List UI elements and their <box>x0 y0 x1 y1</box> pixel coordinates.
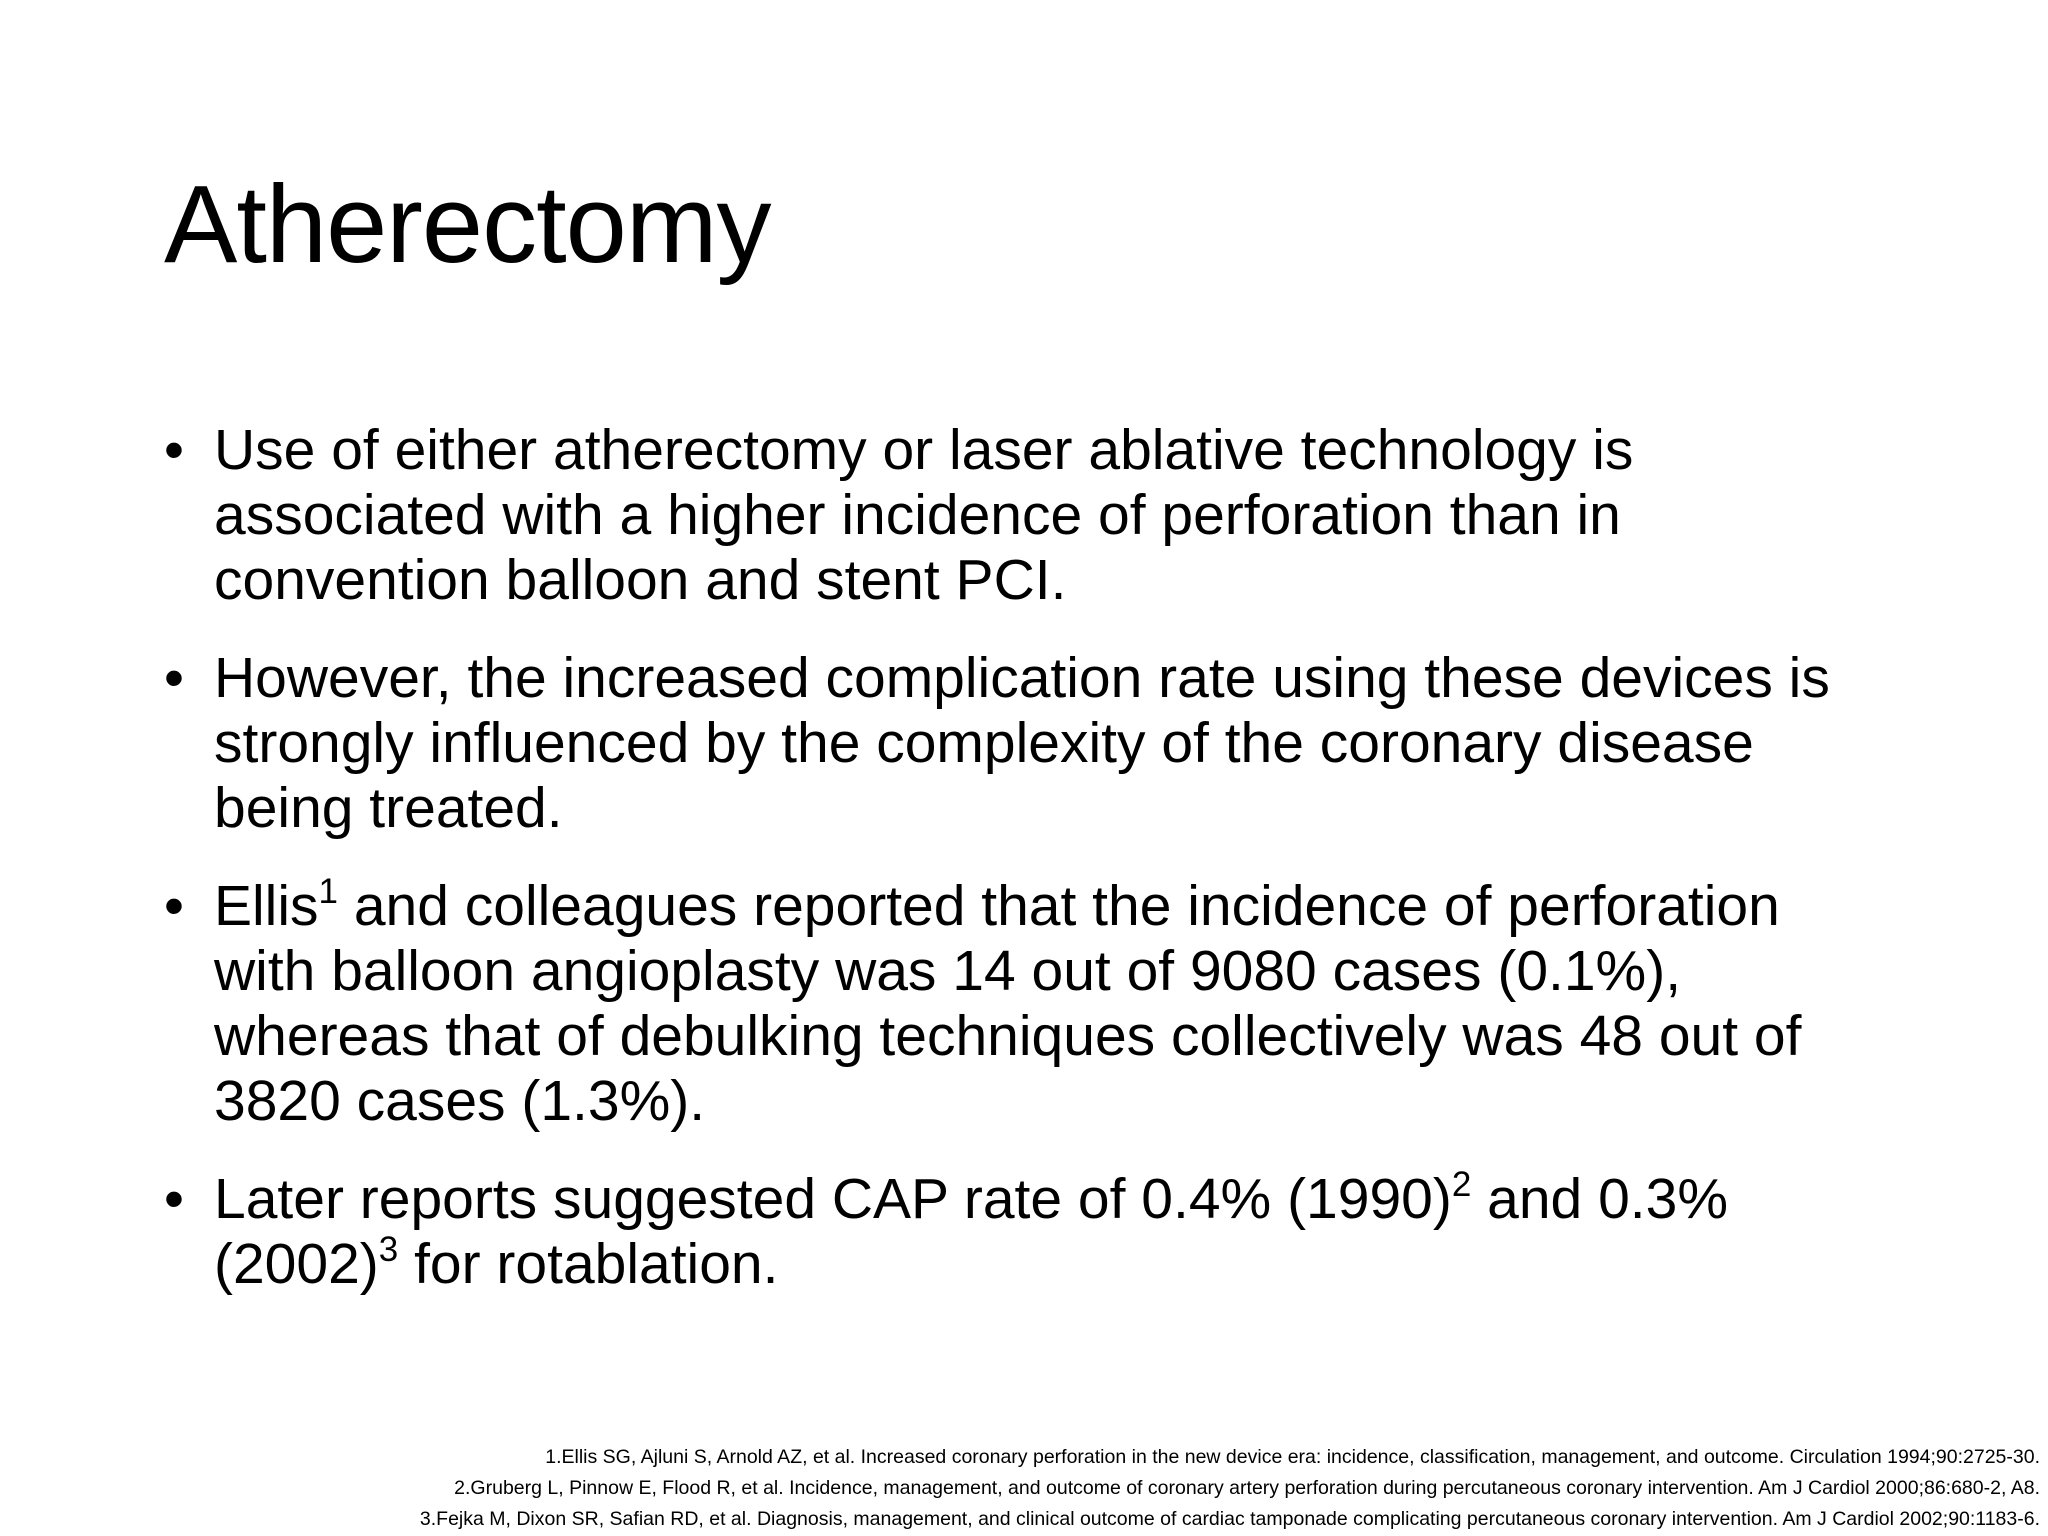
bullet-marker: • <box>164 418 184 482</box>
bullet-text: Use of either atherectomy or laser ablative technology is associated with a higher incidence of perforation than in convention balloon and stent PCI. <box>214 418 1634 612</box>
reference-line: 3.Fejka M, Dixon SR, Safian RD, et al. Diagnosis, management, and clinical outcome of cardiac tamponade complicating percutaneous coronary intervention. Am J Cardiol 2002;90:1183-6. <box>419 1508 2040 1530</box>
bullet-text-part: and 0.3% (2002) <box>214 1167 1729 1296</box>
bullet-text-part: and colleagues reported that the incidence of perforation with balloon angioplasty was 14 out of 9080 cases (0.1%), whereas that of debulking techniques collectively was 48 out of 3820 cases (1.3%). <box>214 874 1802 1133</box>
bullet-item <box>164 874 1884 1134</box>
references <box>420 1442 2040 1535</box>
slide-title: Atherectomy <box>164 163 771 286</box>
reference-superscript: 2 <box>1451 1165 1472 1204</box>
bullet-text-part: Later reports suggested CAP rate of 0.4% (1990) <box>214 1167 1452 1231</box>
bullet-text-part: for rotablation. <box>398 1232 779 1296</box>
bullet-marker: • <box>164 874 184 938</box>
bullet-text: However, the increased complication rate using these devices is strongly influenced by the complexity of the coronary disease being treated. <box>214 646 1830 840</box>
bullet-list <box>164 418 1884 1330</box>
bullet-marker: • <box>164 646 184 710</box>
bullet-item <box>164 1167 1884 1297</box>
bullet-item <box>164 418 1884 613</box>
reference-line: 2.Gruberg L, Pinnow E, Flood R, et al. Incidence, management, and outcome of coronary artery perforation during percutaneous coronary intervention. Am J Cardiol 2000;86:680-2, A8. <box>454 1477 2040 1499</box>
bullet-item <box>164 646 1884 841</box>
reference-line: 1.Ellis SG, Ajluni S, Arnold AZ, et al. Increased coronary perforation in the new device era: incidence, classification, management, and outcome. Circulation 1994;90:2725-30. <box>545 1446 2040 1468</box>
bullet-text-part: Ellis <box>214 874 319 938</box>
reference-superscript: 1 <box>318 872 338 911</box>
reference-superscript: 3 <box>378 1230 399 1269</box>
bullet-marker: • <box>164 1167 184 1231</box>
